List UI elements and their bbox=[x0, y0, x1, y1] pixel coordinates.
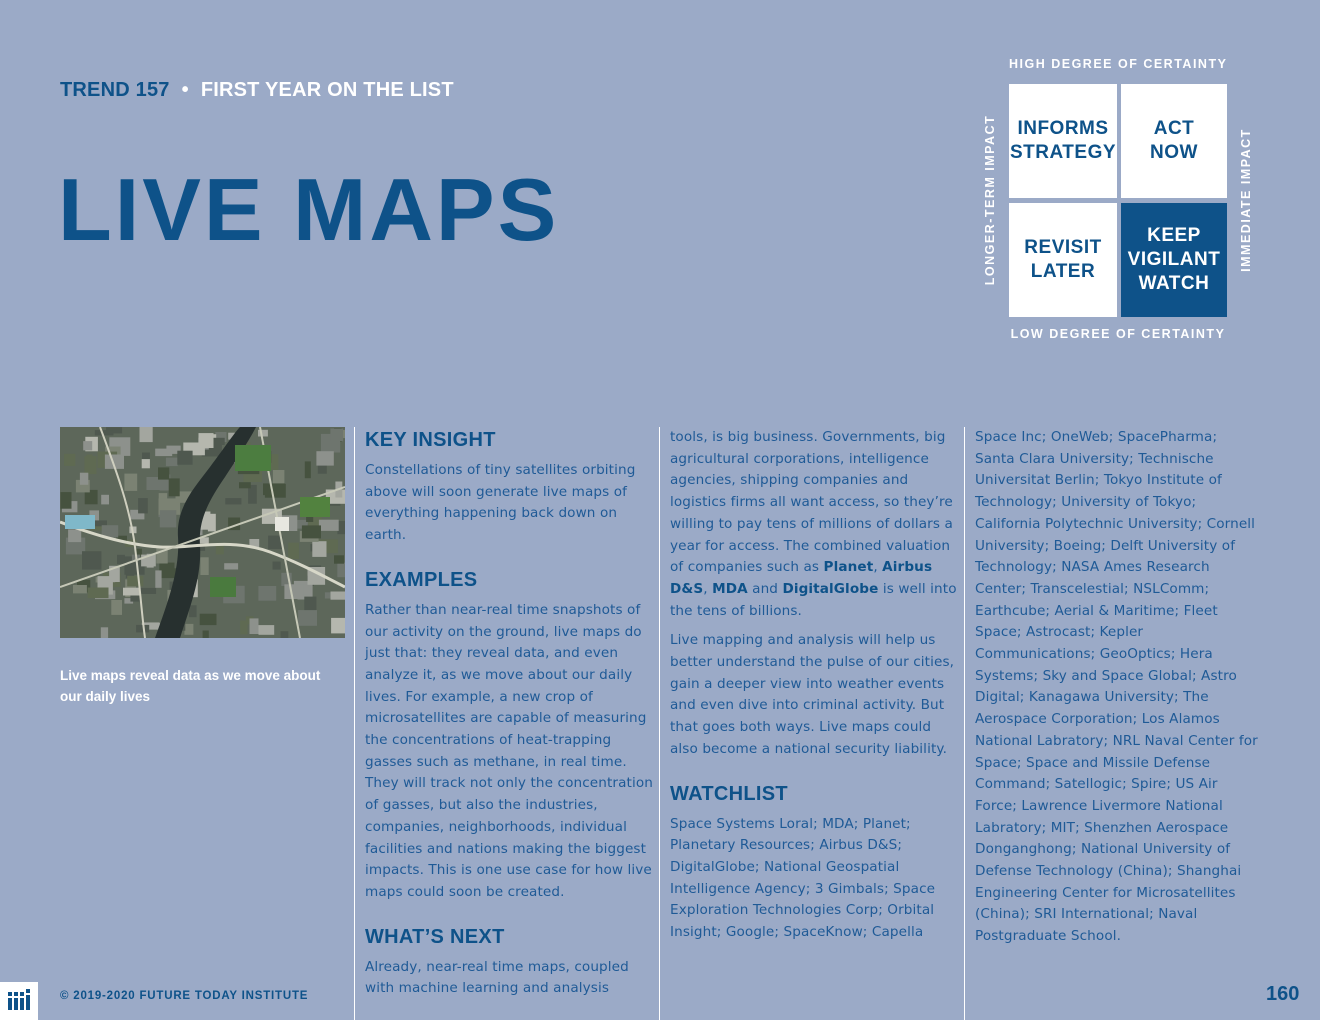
satellite-map-image bbox=[60, 427, 345, 638]
company-airbus: Airbus D&S bbox=[670, 559, 933, 597]
cell-line: LATER bbox=[1030, 261, 1096, 282]
examples-heading: EXAMPLES bbox=[365, 568, 478, 591]
live-mapping-paragraph: Live mapping and analysis will help us better understand the pulse of our cities, gain a deeper view into weather events and even dive into criminal activity. But that goes both ways. Live maps could also become a national security liability. bbox=[670, 632, 955, 757]
separator: , bbox=[873, 559, 883, 576]
company-digitalglobe: DigitalGlobe bbox=[782, 580, 879, 597]
cell-line: STRATEGY bbox=[1009, 142, 1117, 163]
matrix-cell-keep-vigilant-watch bbox=[1121, 203, 1227, 317]
image-caption: Live maps reveal data as we move about our daily lives bbox=[60, 668, 321, 704]
paragraph-text: tools, is big business. Governments, big agricultural corporations, intelligence agencies, shipping companies and logistics firms all want access, so they’re willing to pay tens of millions of dollars a year for access. The combined valuation of companies such as bbox=[670, 429, 953, 576]
cell-line: WATCH bbox=[1138, 273, 1210, 294]
watchlist-heading: WATCHLIST bbox=[670, 782, 788, 805]
watchlist-text: Space Systems Loral; MDA; Planet; Planetary Resources; Airbus D&S; DigitalGlobe; National Geospatial Intelligence Agency; 3 Gimbals; Space Exploration Technologies Corp; Orbital Insight; Google; SpaceKnow; Capella bbox=[670, 815, 936, 941]
matrix-cell-revisit-later bbox=[1009, 203, 1117, 317]
cell-line: VIGILANT bbox=[1127, 249, 1221, 270]
matrix-cell-informs-strategy bbox=[1009, 84, 1117, 198]
whats-next-heading: WHAT’S NEXT bbox=[365, 925, 505, 948]
key-insight-heading: KEY INSIGHT bbox=[365, 429, 496, 451]
whats-next-text: Already, near-real time maps, coupled with machine learning and analysis bbox=[365, 958, 629, 997]
column-divider bbox=[659, 427, 660, 1020]
copyright: © 2019-2020 FUTURE TODAY INSTITUTE bbox=[60, 990, 309, 1002]
cell-line: ACT bbox=[1153, 118, 1195, 139]
examples-text: Rather than near-real time snapshots of our activity on the ground, live maps do just that: they reveal data, and even analyze it, as we move about our daily lives. For example, a new crop of microsatellites are capable of measuring the concentrations of heat-trapping gasses such as methane, in real time. They will track not only the concentration of gasses, but also the industries, companies, neighborhoods, individual facilities and nations making the biggest impacts. This is one use case for how live maps could soon be created. bbox=[365, 601, 653, 900]
cell-line: NOW bbox=[1150, 142, 1198, 163]
matrix-left-label: LONGER-TERM IMPACT bbox=[983, 114, 997, 286]
cell-line: INFORMS bbox=[1017, 118, 1109, 139]
paragraph-text: is well into the tens of billions. bbox=[670, 580, 957, 619]
page-title: LIVE MAPS bbox=[58, 160, 560, 259]
column-divider bbox=[354, 427, 355, 1020]
watchlist-continued: Space Inc; OneWeb; SpacePharma; Santa Clara University; Technische Universitat Berlin; Tokyo Institute of Technology; University of Tokyo; California Polytechnic University; Cornell University; Boeing; Delft University of Technology; NASA Ames Research Center; Transcelestial; NSLComm; Earthcube; Aerial & Maritime; Fleet Space; Astrocast; Kepler Communications; GeoOptics; Hera Systems; Sky and Space Global; Astro Digital; Kanagawa University; The Aerospace Corporation; Los Alamos National Labratory; NRL Naval Center for Space; Space and Missile Defense Command; Satellogic; Spire; US Air Force; Lawrence Livermore National Labratory; MIT; Shenzhen Aerospace Donganghong; National University of Defense Technology (China); Shanghai Engineering Center for Microsatellites (China); SRI International; Naval Postgraduate School. bbox=[975, 429, 1258, 945]
fti-logo-icon bbox=[0, 982, 38, 1020]
matrix-top-label: HIGH DEGREE OF CERTAINTY bbox=[1009, 57, 1228, 71]
page-number: 160 bbox=[1266, 983, 1300, 1005]
separator: , bbox=[703, 580, 713, 597]
key-insight-text: Constellations of tiny satellites orbiting above will soon generate live maps of everything happening back down on earth. bbox=[365, 462, 636, 544]
cell-line: KEEP bbox=[1147, 225, 1201, 246]
whats-next-continued bbox=[670, 427, 958, 622]
matrix-cell-act-now bbox=[1121, 84, 1227, 198]
separator: and bbox=[747, 580, 783, 597]
text-column-2 bbox=[670, 427, 958, 944]
cell-line: REVISIT bbox=[1024, 237, 1102, 258]
company-mda: MDA bbox=[712, 580, 748, 597]
matrix-bottom-label: LOW DEGREE OF CERTAINTY bbox=[1010, 327, 1226, 341]
trend-number: TREND 157 bbox=[60, 79, 170, 101]
first-year-label: FIRST YEAR ON THE LIST bbox=[200, 79, 454, 101]
text-column-3 bbox=[975, 427, 1260, 948]
column-divider bbox=[964, 427, 965, 1020]
company-planet: Planet bbox=[823, 559, 874, 576]
trend-header bbox=[60, 79, 454, 102]
text-column-1 bbox=[365, 427, 655, 1000]
separator-dot: • bbox=[181, 79, 189, 101]
matrix-right-label: IMMEDIATE IMPACT bbox=[1239, 128, 1253, 272]
